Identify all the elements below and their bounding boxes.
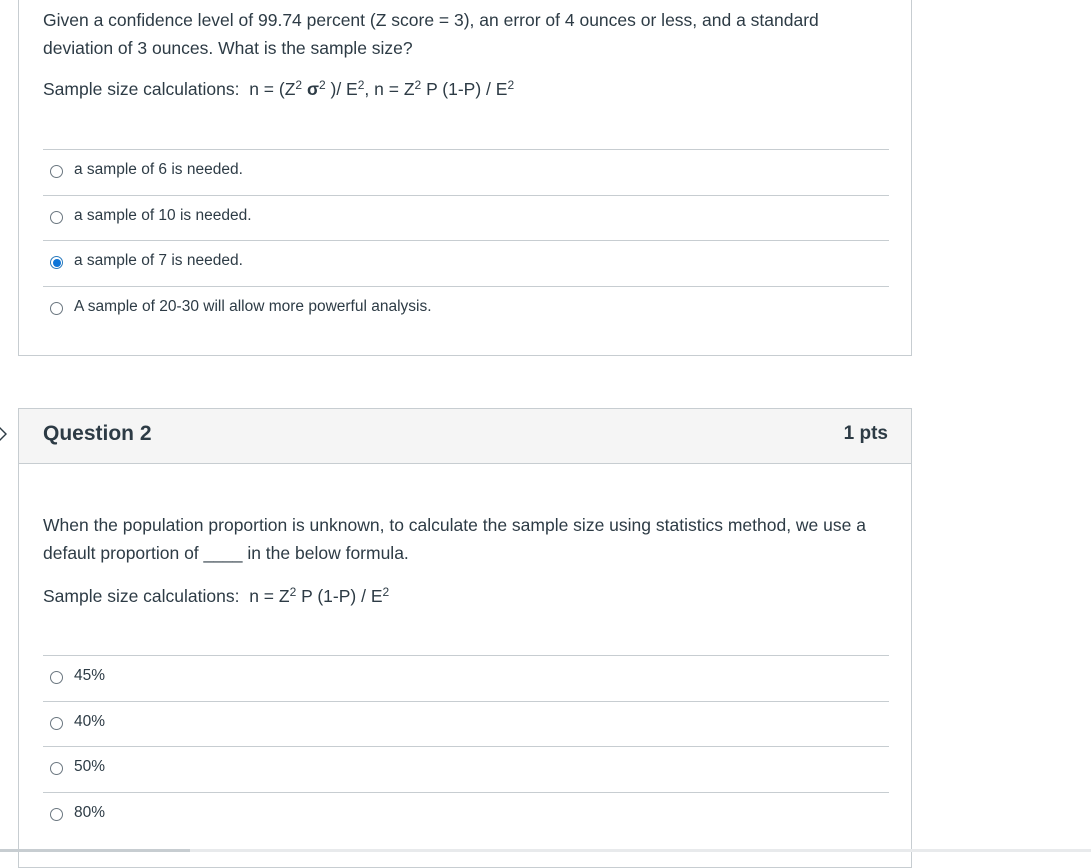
formula-label: Sample size calculations: (43, 586, 240, 606)
question-2-formula: Sample size calculations: $n = Z^2$ P $(1-P) / E^2$ (43, 585, 390, 606)
question-1-formula: Sample size calculations: $n = (Z^2$ $\sigma^2$ )/ $E^2$, $n = Z^2$ P $(1-P) / E^2$ (43, 78, 515, 99)
radio-button[interactable] (50, 808, 63, 821)
answer-label: a sample of 6 is needed. (74, 161, 243, 178)
question-header (19, 409, 911, 464)
radio-button[interactable] (50, 717, 63, 730)
chevron-right-icon[interactable] (0, 425, 8, 443)
question-1-card (18, 0, 912, 356)
question-1-text: Given a confidence level of 99.74 percent (Z score = 3), an error of 4 ounces or less, and a standard deviation of 3 ounces. What is the sample size? (43, 10, 819, 58)
answer-option[interactable] (43, 792, 889, 838)
answer-option-selected[interactable] (43, 240, 889, 286)
question-2-answers (43, 655, 889, 837)
radio-button-selected[interactable] (50, 256, 63, 269)
question-title: Question 2 (43, 422, 152, 445)
radio-button[interactable] (50, 762, 63, 775)
answer-option[interactable] (43, 286, 889, 332)
radio-button[interactable] (50, 671, 63, 684)
answer-label: 40% (74, 712, 106, 730)
radio-button[interactable] (50, 211, 63, 224)
question-2-text: When the population proportion is unknown, to calculate the sample size using statistics method, we use a default proportion of ____ in the below formula. (43, 515, 866, 563)
answer-label: a sample of 10 is needed. (74, 206, 252, 224)
answer-label: 45% (74, 667, 106, 684)
answer-label: 80% (74, 803, 106, 821)
radio-button[interactable] (50, 302, 63, 315)
answer-option[interactable] (43, 149, 889, 195)
answer-option[interactable] (43, 195, 889, 241)
formula-label: Sample size calculations: (43, 79, 240, 99)
answer-label: A sample of 20-30 will allow more powerful analysis. (74, 297, 432, 315)
answer-option[interactable] (43, 746, 889, 792)
question-1-answers (43, 149, 889, 331)
answer-label: 50% (74, 758, 106, 775)
question-2-card (18, 408, 912, 868)
question-points: 1 pts (843, 423, 888, 444)
radio-button[interactable] (50, 165, 63, 178)
answer-label: a sample of 7 is needed. (74, 252, 243, 269)
answer-option[interactable] (43, 655, 889, 701)
answer-option[interactable] (43, 701, 889, 747)
